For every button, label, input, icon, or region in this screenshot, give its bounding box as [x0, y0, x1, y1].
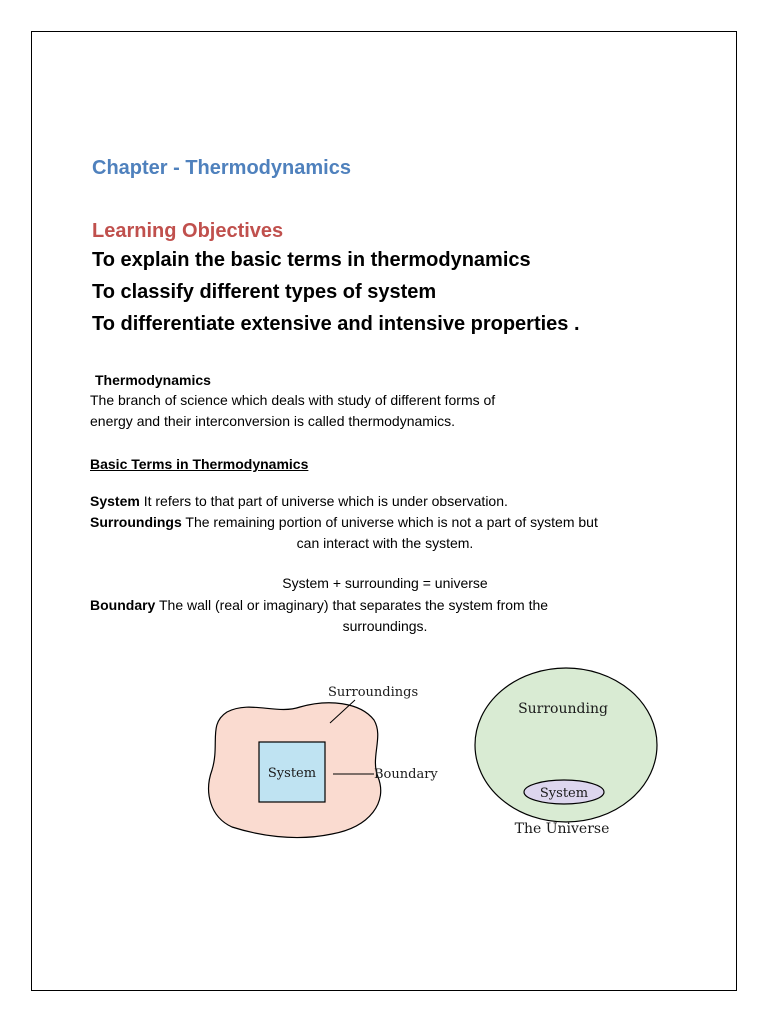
- thermodynamics-definition-line: The branch of science which deals with study of different forms of: [90, 392, 496, 408]
- thermodynamics-heading: Thermodynamics: [95, 372, 211, 388]
- chapter-title: Chapter - Thermodynamics: [92, 157, 351, 179]
- surroundings-definition-continuation: can interact with the system.: [296, 535, 474, 551]
- objective-item: To differentiate extensive and intensive properties .: [92, 313, 580, 335]
- universe-caption: The Universe: [514, 821, 610, 837]
- universe-equation: System + surrounding = universe: [282, 575, 488, 591]
- boundary-definition-text: The wall (real or imaginary) that separates the system from the: [158, 597, 549, 613]
- system-term: System: [90, 493, 140, 509]
- surroundings-term: Surroundings: [90, 514, 182, 530]
- surroundings-definition-text: The remaining portion of universe which is not a part of system but: [185, 514, 598, 530]
- document-page: [31, 31, 737, 991]
- objective-item: To classify different types of system: [92, 281, 437, 303]
- thermodynamics-definition-line: energy and their interconversion is called thermodynamics.: [90, 413, 455, 429]
- basic-terms-heading: Basic Terms in Thermodynamics: [90, 456, 309, 472]
- learning-objectives-heading: Learning Objectives: [92, 220, 284, 242]
- objective-item: To explain the basic terms in thermodynamics: [92, 249, 531, 271]
- system-ellipse-label: System: [539, 786, 589, 801]
- system-definition-text: It refers to that part of universe which is under observation.: [143, 493, 508, 509]
- surroundings-label: Surroundings: [328, 685, 419, 700]
- boundary-definition-continuation: surroundings.: [342, 618, 428, 634]
- boundary-label: Boundary: [374, 767, 438, 782]
- surrounding-label: Surrounding: [518, 701, 608, 717]
- boundary-term: Boundary: [90, 597, 156, 613]
- system-surroundings-diagram: [32, 32, 738, 992]
- system-box-label: System: [267, 766, 317, 781]
